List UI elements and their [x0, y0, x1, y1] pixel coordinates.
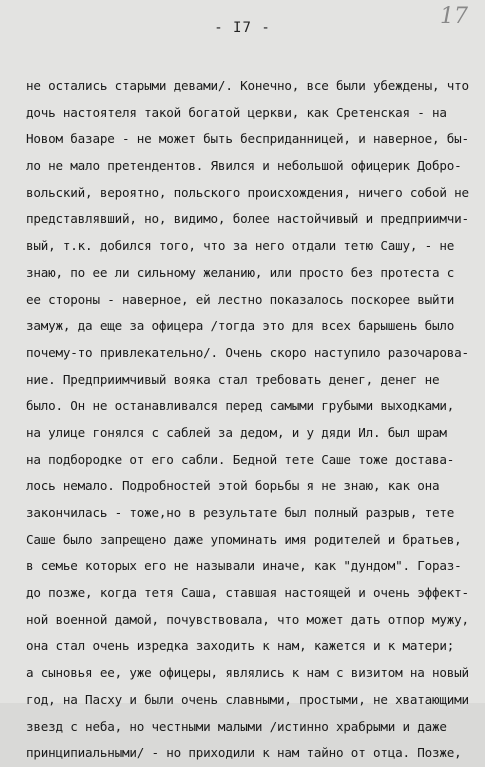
text-line: ее стороны - наверное, ей лестно показалось поскорее выйти — [26, 291, 455, 307]
text-line: было. Он не останавливался перед самыми грубыми выходками, — [26, 398, 455, 414]
text-line: замуж, да еще за офицера /тогда это для всех барышень было — [26, 318, 455, 334]
text-line: знаю, по ее ли сильному желанию, или просто без протеста с — [26, 264, 455, 280]
text-line: в семье которых его не называли иначе, как "дундом". Гораз- — [26, 558, 462, 574]
text-line: год, на Пасху и были очень славными, простыми, не хватающими — [26, 691, 469, 707]
text-line: представлявший, но, видимо, более настойчивый и предприимчи- — [26, 211, 469, 227]
handwritten-page-number: 17 — [440, 4, 468, 29]
text-line: принципиальными/ - но приходили к нам тайно от отца. Позже, — [26, 745, 462, 761]
text-line: ной военной дамой, почувствовала, что может дать отпор мужу, — [26, 611, 469, 627]
text-line: а сыновья ее, уже офицеры, являлись к нам с визитом на новый — [26, 665, 469, 681]
text-line: почему-то привлекательно/. Очень скоро наступило разочарова- — [26, 344, 469, 360]
text-line: ние. Предприимчивый вояка стал требовать денег, денег не — [26, 371, 440, 387]
text-line: Саше было запрещено даже упоминать имя родителей и братьев, — [26, 531, 462, 547]
text-line: дочь настоятеля такой богатой церкви, как Сретенская - на — [26, 104, 447, 120]
text-line: на улице гонялся с саблей за дедом, и у дяди Ил. был шрам — [26, 424, 447, 440]
text-line: закончилась - тоже,но в результате был полный разрыв, тете — [26, 505, 455, 520]
text-line: не остались старыми девами/. Конечно, все были убеждены, что — [26, 78, 469, 93]
text-line: она стал очень изредка заходить к нам, кажется и к матери; — [26, 638, 455, 654]
page-number: - I7 - — [214, 20, 271, 36]
text-line: на подбородке от его сабли. Бедной тете Саше тоже достава- — [26, 451, 455, 467]
body-text — [26, 73, 472, 767]
text-line: вый, т.к. добился того, что за него отдали тетю Сашу, - не — [26, 238, 455, 254]
text-line: ло не мало претендентов. Явился и небольшой офицерик Добро- — [26, 158, 462, 174]
text-line: лось немало. Подробностей этой борьбы я не знаю, как она — [26, 478, 440, 494]
text-line: вольский, вероятно, польского происхождения, ничего собой не — [26, 184, 469, 200]
text-line: звезд с неба, но честными малыми /истинно храбрыми и даже — [26, 718, 447, 734]
text-line: Новом базаре - не может быть бесприданницей, и наверное, бы- — [26, 131, 469, 147]
text-line: до позже, когда тетя Саша, ставшая настоящей и очень эффект- — [26, 585, 469, 601]
